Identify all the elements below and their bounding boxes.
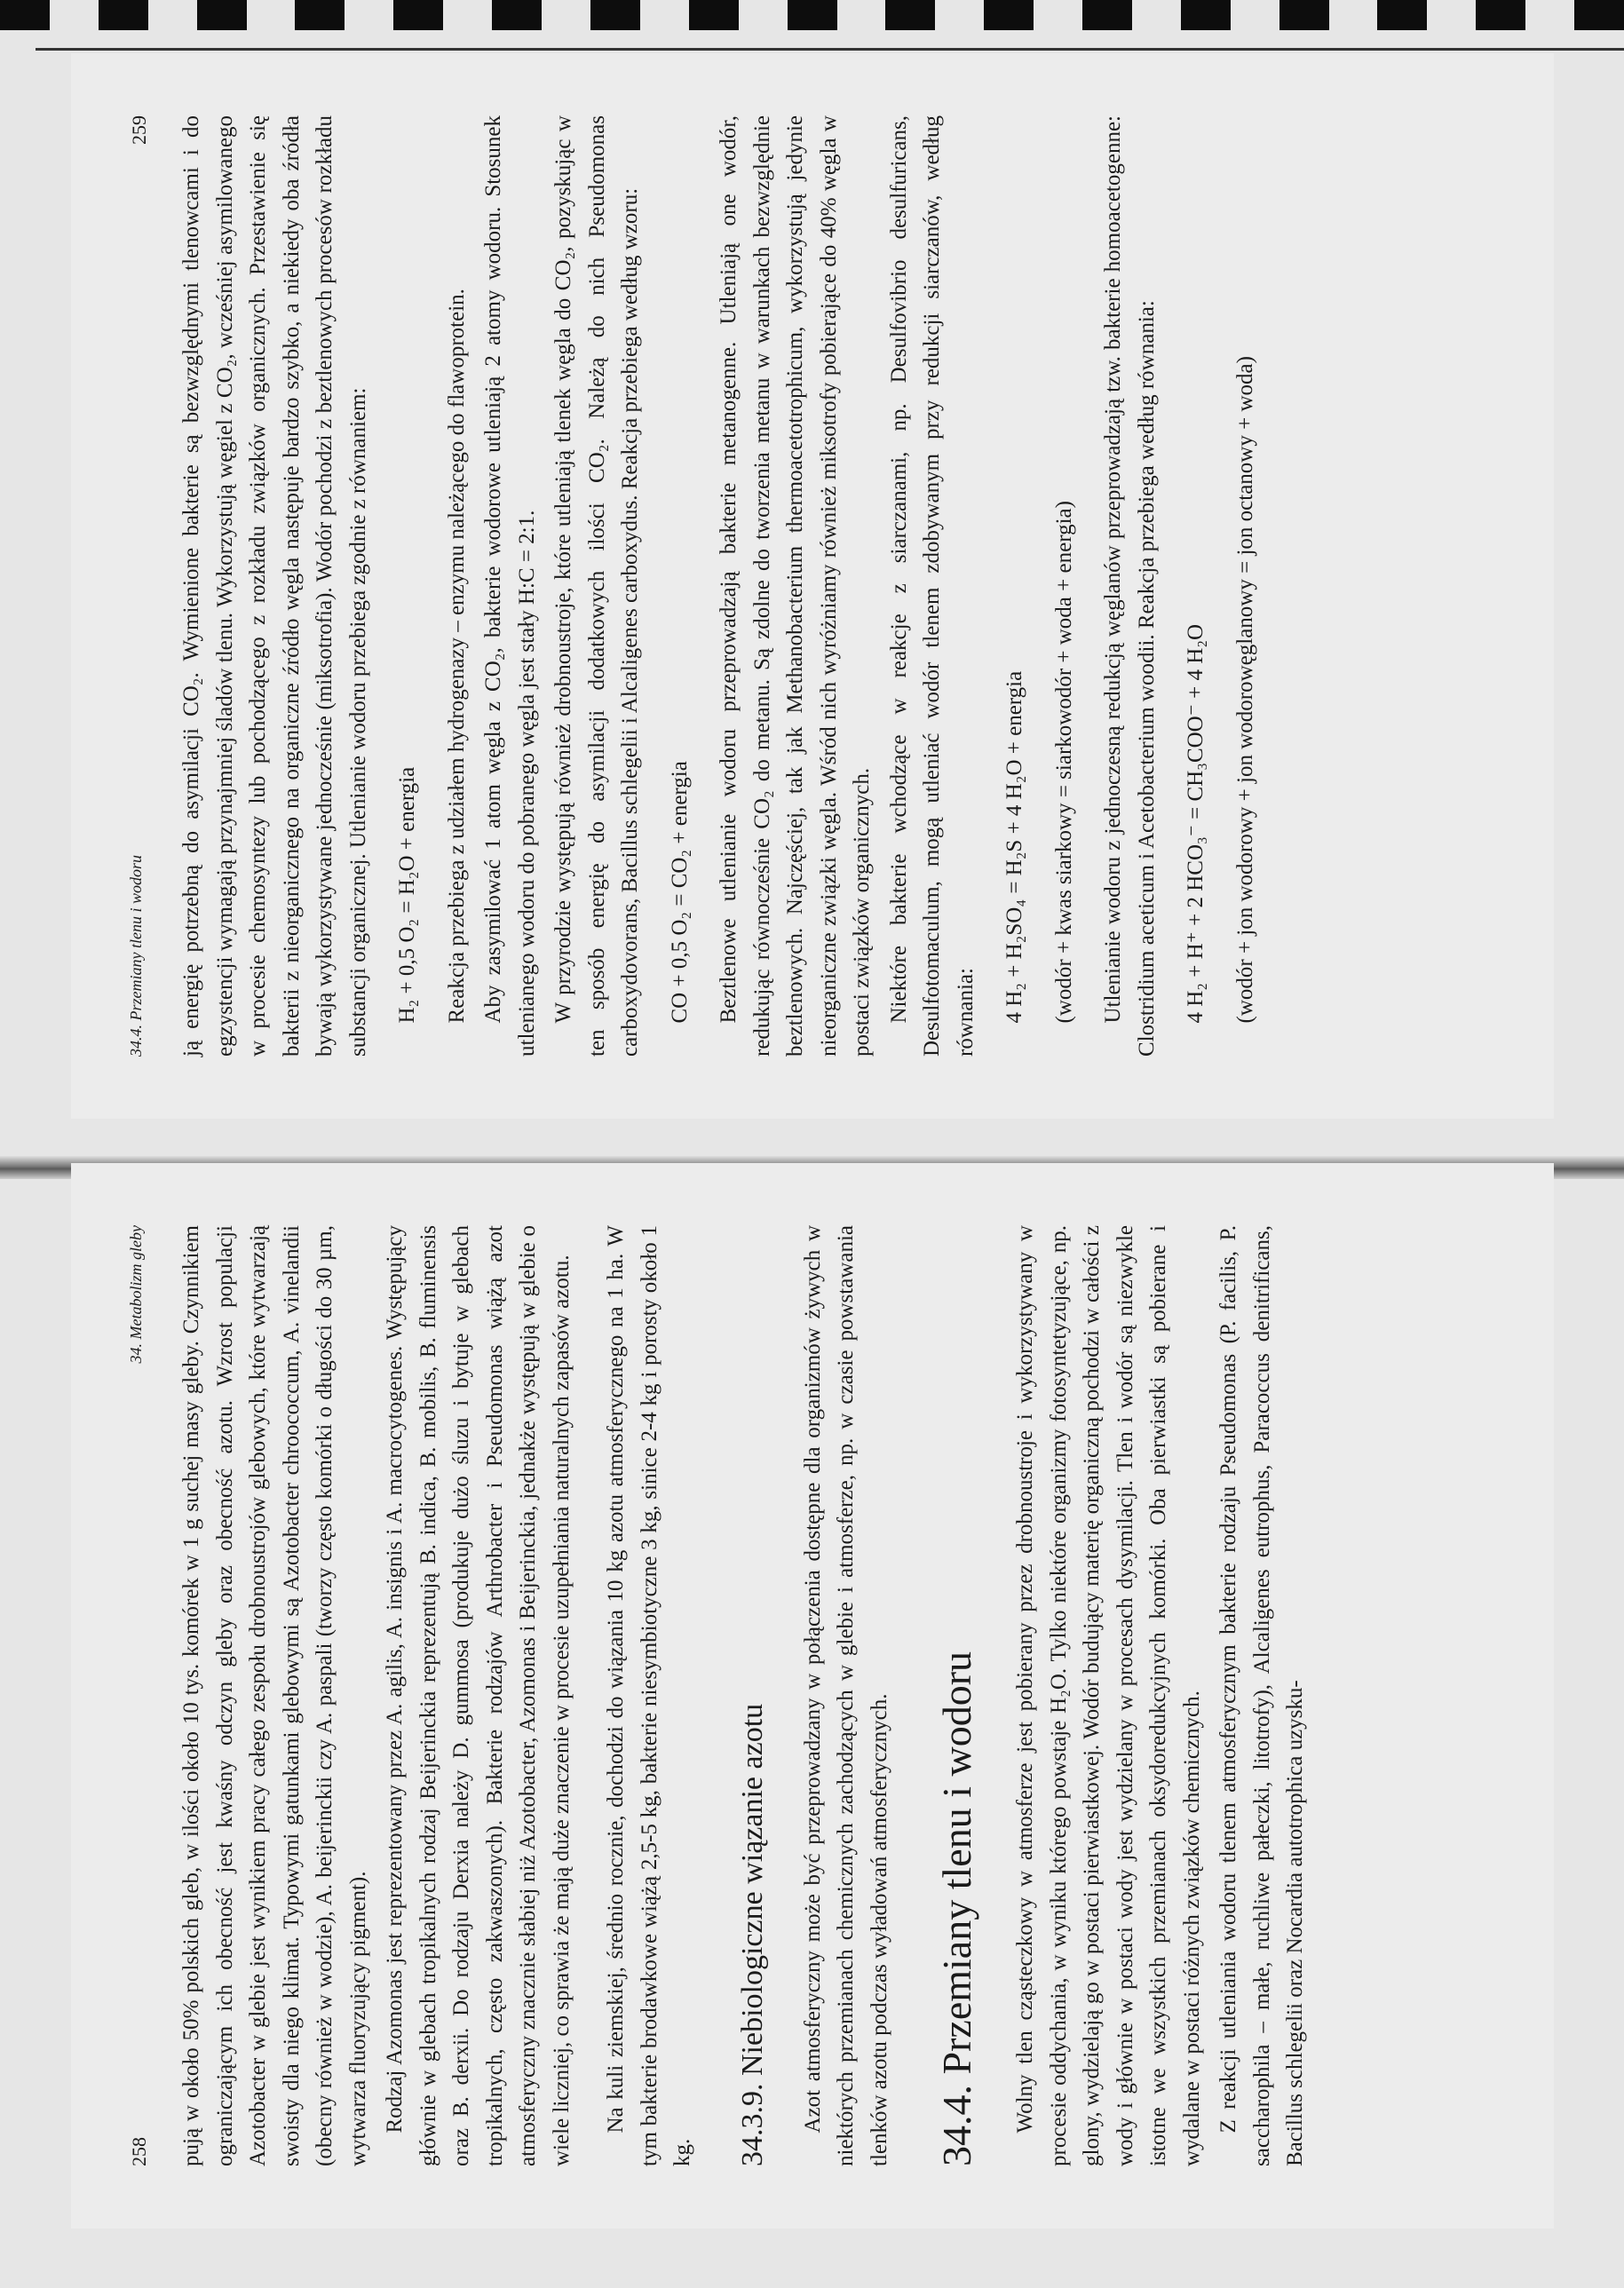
paragraph: Wolny tlen cząsteczkowy w atmosferze jest pobierany przez drobnoustroje i wykorzystywany w procesie oddychania, w wyniku którego powstaje H₂O. Tylko niektóre organizmy fotosyntetyzujące, np. glony, wydzielają go w postaci pierwiastkowej. Wodór budujący materię organiczną pochodzi w całości z wody i głównie w postaci wody jest wydzielany w procesach dysymilacji. Tlen i wodór są niezwykle istotne we wszystkich przemianach oksydoredukcyjnych komórki. Oba pierwiastki są pobierane i wydalane w postaci różnych związków chemicznych. bbox=[1013, 1225, 1204, 2166]
paragraph: W przyrodzie występują również drobnoustroje, które utleniają tlenek węgla do CO₂, pozyskując w ten sposób energię do asymilacji dodatkowych ilości CO₂. Należą do nich Pseudomonas carboxydovorans, Bacillus schlegelii i Alcaligenes carboxydus. Reakcja przebiega według wzoru: bbox=[551, 115, 642, 1057]
binding-hole bbox=[1574, 0, 1624, 30]
equation: CO + 0,5 O₂ = CO₂ + energia bbox=[667, 761, 692, 1024]
running-head-title: 34. Metabolizm gleby bbox=[127, 1225, 145, 1364]
binding-hole bbox=[689, 0, 739, 30]
equation: H₂ + 0,5 O₂ = H₂O + energia bbox=[395, 766, 419, 1024]
binding-hole bbox=[1476, 0, 1525, 30]
binding-hole bbox=[295, 0, 345, 30]
paragraph: Rodzaj Azomonas jest reprezentowany przez A. agilis, A. insignis i A. macrocytogenes. Występujący głównie w glebach tropikalnych rodzaj Beijerinckia reprezentują B. indica, B. mobilis, B. fluminensis oraz B. derxii. Do rodzaju Derxia należy D. gummosa (produkuje dużo śluzu i bytuje w glebach tropikalnych, często zakwaszonych). Bakterie rodzajów Arthrobacter i Pseudomonas wiążą azot atmosferyczny znacznie słabiej niż Azotobacter, Azomonas i Beijerinckia, jednakże występują w glebie o wiele liczniej, co sprawia że mają duże znaczenie w procesie uzupełniania naturalnych zapasów azotu. bbox=[383, 1225, 574, 2166]
binding-hole bbox=[197, 0, 247, 30]
page-number: 259 bbox=[128, 115, 150, 145]
paragraph: Aby zasymilować 1 atom węgla z CO₂, bakterie wodorowe utleniają 2 atomy wodoru. Stosunek utlenianego wodoru do pobranego węgla jest stały H:C = 2:1. bbox=[481, 115, 539, 1057]
binding-hole bbox=[1181, 0, 1231, 30]
equation: 4 H₂ + H⁺ + 2 HCO₃⁻ = CH₃COO⁻ + 4 H₂O bbox=[1184, 623, 1208, 1024]
binding-hole bbox=[1082, 0, 1132, 30]
binding-hole bbox=[1377, 0, 1427, 30]
equation: 4 H₂ + H₂SO₄ = H₂S + 4 H₂O + energia bbox=[1002, 670, 1026, 1024]
binding-hole bbox=[393, 0, 443, 30]
section-heading: 34.3.9. Niebiologiczne wiązanie azotu bbox=[735, 1703, 769, 2166]
paragraph: Na kuli ziemskiej, średnio rocznie, dochodzi do wiązania 10 kg azotu atmosferycznego na 1 ha. W tym bakterie brodawkowe wiążą 2,5-5 kg, bakterie niesymbiotyczne 3 kg, sinice 2-4 kg i porosty około 1 kg. bbox=[604, 1225, 694, 2166]
binding-hole bbox=[885, 0, 935, 30]
binding-hole bbox=[984, 0, 1034, 30]
binding-hole bbox=[1279, 0, 1329, 30]
binding-hole bbox=[0, 0, 50, 30]
running-head-title: 34.4. Przemiany tlenu i wodoru bbox=[127, 855, 145, 1057]
equation-note: (wodór + jon wodorowy + jon wodorowęglanowy = jon octanowy + woda) bbox=[1232, 356, 1257, 1024]
paragraph: Azot atmosferyczny może być przeprowadzany w połączenia dostępne dla organizmów żywych w niektórych przemianach chemicznych zachodzących w glebie i atmosferze, np. w czasie powstawania tlenków azotu podczas wyładowań atmosferycznych. bbox=[800, 1225, 891, 2166]
paragraph: Utlenianie wodoru z jednoczesną redukcją węglanów przeprowadzają tzw. bakterie homoacetogenne: Clostridium aceticum i Acetobacterium woodii. Reakcja przebiega według równania: bbox=[1101, 115, 1159, 1057]
paragraph: Z reakcji utleniania wodoru tlenem atmosferycznym bakterie rodzaju Pseudomonas (P. facilis, P. saccharophila – małe, ruchliwe pałeczki, litotrofy), Alcaligenes eutrophus, Paracoccus denitrificans, Bacillus schlegelii oraz Nocardia autotrophica uzysku- bbox=[1216, 1225, 1307, 2166]
paragraph: pują w około 50% polskich gleb, w ilości około 10 tys. komórek w 1 g suchej masy gleby. Czynnikiem ograniczającym ich obecność jest kwaśny odczyn gleby oraz obecność azotu. Wzrost populacji Azotobacter w glebie jest wynikiem pracy całego zespołu drobnoustrojów glebowych, które wytwarzają swoisty dla niego klimat. Typowymi gatunkami glebowymi są Azotobacter chroococcum, A. vinelandii (obecny również w wodzie), A. beijerinckii czy A. paspali (tworzy często komórki o długości do 30 µm, wytwarza fluoryzujący pigment). bbox=[179, 1225, 370, 2166]
binding-hole bbox=[492, 0, 542, 30]
scan-edge-line bbox=[36, 48, 1624, 51]
equation-note: (wodór + kwas siarkowy = siarkowodór + woda + energia) bbox=[1051, 501, 1076, 1024]
page-number: 258 bbox=[128, 2137, 150, 2166]
binding-holes bbox=[0, 0, 1624, 30]
running-head bbox=[124, 1225, 154, 2166]
page-259 bbox=[71, 53, 1554, 1119]
binding-hole bbox=[590, 0, 640, 30]
paragraph: ją energię potrzebną do asymilacji CO₂. Wymienione bakterie są bezwzględnymi tlenowcami i do egzystencji wymagają przynajmniej śladów tlenu. Wykorzystują węgiel z CO₂, wcześniej asymilowanego w procesie chemosyntezy lub pochodzącego z rozkładu związków organicznych. Przestawienie się bakterii z nieorganicznego na organiczne źródło węgla następuje bardzo szybko, a niekiedy oba źródła bywają wykorzystywane jednocześnie (miksotrofia). Wodór pochodzi z beztlenowych procesów rozkładu substancji organicznej. Utlenianie wodoru przebiega zgodnie z równaniem: bbox=[179, 115, 370, 1057]
paragraph: Reakcja przebiega z udziałem hydrogenazy – enzymu należącego do flawoprotein. bbox=[444, 289, 469, 1024]
running-head bbox=[124, 115, 154, 1057]
chapter-heading: 34.4. Przemiany tlenu i wodoru bbox=[934, 1651, 979, 2166]
binding-hole bbox=[788, 0, 837, 30]
page-258 bbox=[71, 1163, 1554, 2229]
paragraph: Beztlenowe utlenianie wodoru przeprowadzają bakterie metanogenne. Utleniają one wodór, redukując równocześnie CO₂ do metanu. Są zdolne do tworzenia metanu w warunkach bezwzględnie beztlenowych. Najczęściej, tak jak Methanobacterium thermoacetotrophicum, wykorzystują jedynie nieorganiczne związki węgla. Wśród nich wyróżniamy również miksotrofy pobierające do 40% węgla w postaci związków organicznych. bbox=[717, 115, 874, 1057]
paragraph: Niektóre bakterie wchodzące w reakcje z siarczanami, np. Desulfovibrio desulfuricans, Desulfotomaculum, mogą utleniać wodór tlenem zdobywanym przy redukcji siarczanów, według równania: bbox=[886, 115, 978, 1057]
binding-hole bbox=[99, 0, 148, 30]
